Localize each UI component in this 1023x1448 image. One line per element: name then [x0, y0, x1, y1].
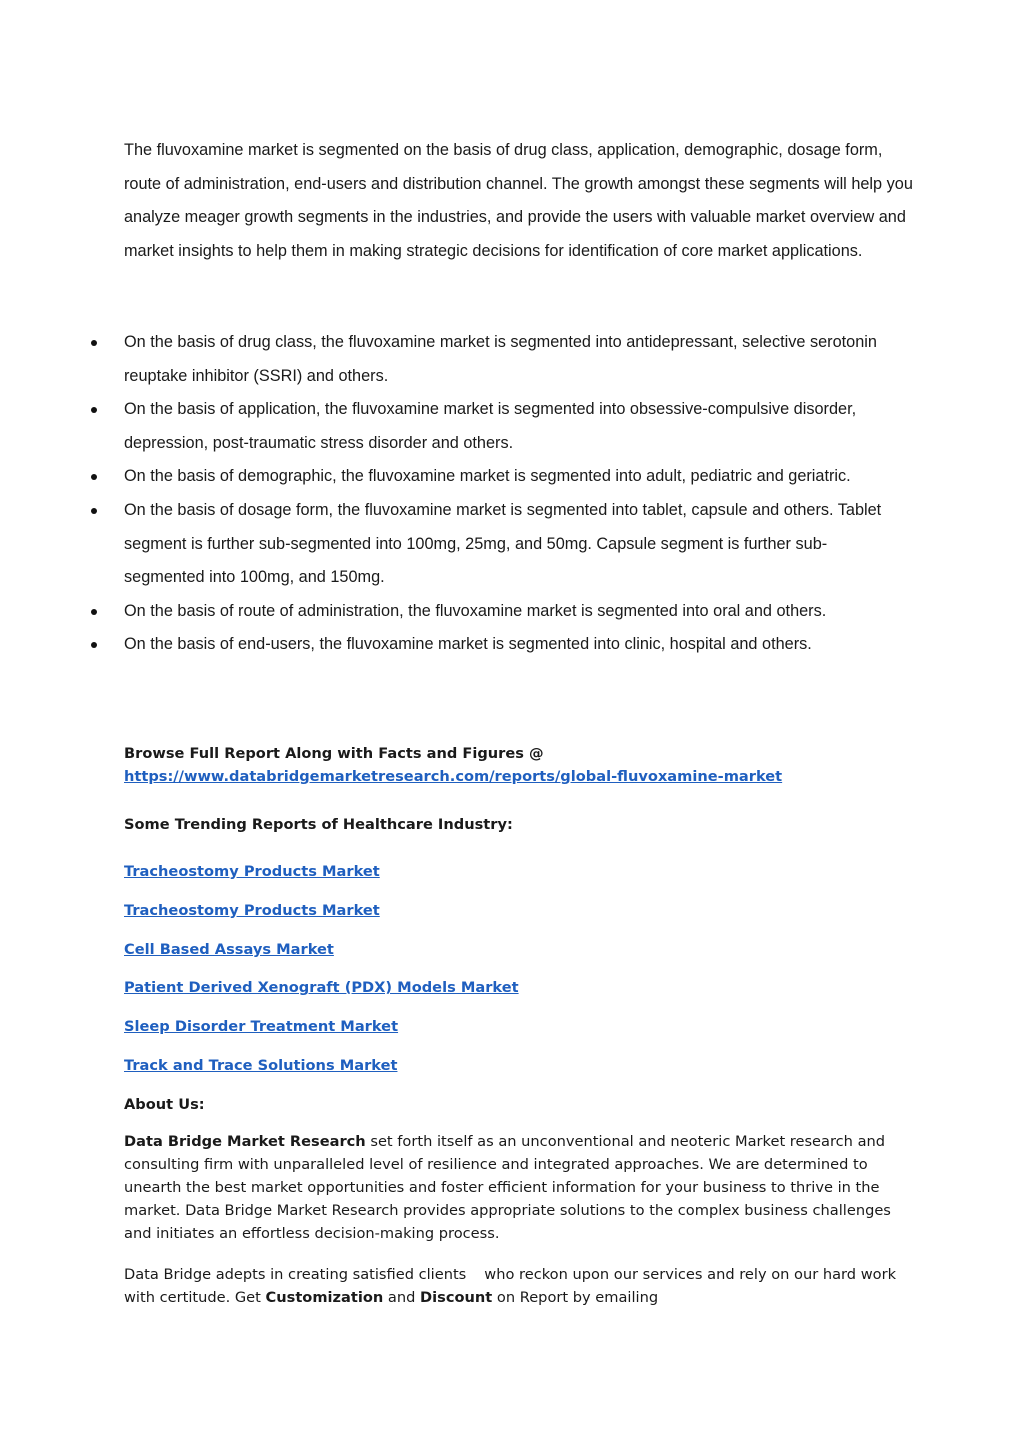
about-text-1: set forth itself as an unconventional and neoteric Market research and consulting firm with unparalleled level of resilience and integrated approaches. We are determined to unearth the best market opportunities and foster efficient information for your business to thrive in the market. Data Bridge Market Research provides appropriate solutions to the complex business challenges and initiates an effortless decision-making process. — [124, 1133, 891, 1242]
trending-link-tracheostomy-2[interactable]: Tracheostomy Products Market — [124, 901, 380, 919]
segment-bullet-list — [0, 326, 1023, 662]
list-item — [124, 899, 519, 938]
bullet-icon — [91, 609, 97, 615]
bullet-icon — [91, 642, 97, 648]
about-paragraph-2: Data Bridge adepts in creating satisfied clients who reckon upon our services and rely on our hard work with certitude. Get Customization and Discount on Report by emailing — [124, 1266, 897, 1306]
browse-label: Browse Full Report Along with Facts and Figures @ — [124, 745, 544, 762]
list-item — [124, 860, 519, 899]
company-name: Data Bridge Market Research — [124, 1133, 366, 1150]
list-item — [124, 976, 519, 1015]
bullet-icon — [91, 474, 97, 480]
bullet-icon — [91, 407, 97, 413]
trending-link-track-trace[interactable]: Track and Trace Solutions Market — [124, 1056, 398, 1074]
trending-link-pdx-models[interactable]: Patient Derived Xenograft (PDX) Models Market — [124, 979, 519, 997]
list-item — [124, 1054, 519, 1093]
intro-paragraph: The fluvoxamine market is segmented on the basis of drug class, application, demographic, dosage form, route of administration, end-users and distribution channel. The growth amongst these segments will help you analyze meager growth segments in the industries, and provide the users with valuable market overview and market insights to help them in making strategic decisions for identification of core market applications. — [124, 141, 913, 260]
bullet-item-end-users: On the basis of end-users, the fluvoxamine market is segmented into clinic, hospital and others. — [0, 628, 904, 662]
about-paragraph-1 — [124, 1130, 914, 1245]
trending-links-list — [124, 860, 519, 1093]
bullet-icon — [91, 508, 97, 514]
bullet-item-route: On the basis of route of administration, the fluvoxamine market is segmented into oral and others. — [0, 595, 904, 629]
list-item — [124, 938, 519, 977]
customization-text: Customization — [265, 1289, 384, 1306]
bullet-item-drug-class: On the basis of drug class, the fluvoxamine market is segmented into antidepressant, selective serotonin reuptake inhibitor (SSRI) and others. — [0, 326, 904, 393]
discount-text: Discount — [420, 1289, 493, 1306]
report-url-link[interactable]: https://www.databridgemarketresearch.com/reports/global-fluvoxamine-market — [124, 768, 783, 785]
bullet-item-application: On the basis of application, the fluvoxamine market is segmented into obsessive-compulsive disorder, depression, post-traumatic stress disorder and others. — [0, 393, 904, 460]
browse-report-block — [124, 742, 782, 788]
trending-title: Some Trending Reports of Healthcare Industry: — [124, 816, 513, 833]
bullet-item-dosage-form: On the basis of dosage form, the fluvoxamine market is segmented into tablet, capsule and others. Tablet segment is further sub-segmented into 100mg, 25mg, and 50mg. Capsule segment is further sub-segmented into 100mg, and 150mg. — [0, 494, 904, 595]
bullet-icon — [91, 340, 97, 346]
trending-link-cell-based-assays[interactable]: Cell Based Assays Market — [124, 940, 334, 958]
about-title: About Us: — [124, 1096, 205, 1113]
bullet-item-demographic: On the basis of demographic, the fluvoxamine market is segmented into adult, pediatric and geriatric. — [0, 460, 904, 494]
list-item — [124, 1015, 519, 1054]
trending-link-sleep-disorder[interactable]: Sleep Disorder Treatment Market — [124, 1018, 399, 1036]
trending-link-tracheostomy-1[interactable]: Tracheostomy Products Market — [124, 863, 380, 880]
